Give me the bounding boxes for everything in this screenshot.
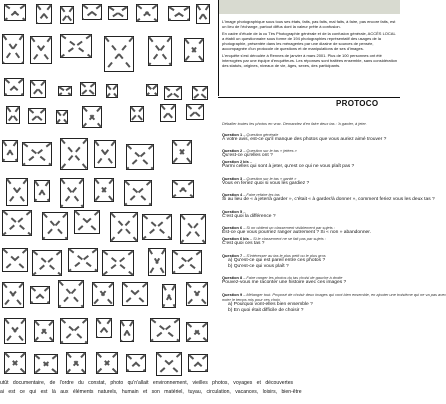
photo-placeholder [4, 4, 26, 21]
photo-placeholder [130, 106, 144, 122]
photo-placeholder [108, 6, 128, 20]
photo-placeholder [136, 4, 158, 22]
question-3-text: Vous en feriez quoi si vous les gardiez ? [222, 180, 310, 186]
question-label: Question 3 [222, 175, 243, 181]
photo-placeholder [146, 84, 158, 96]
question-label: Question 6 [222, 225, 243, 230]
photo-placeholder [186, 282, 208, 306]
photo-placeholder [60, 178, 84, 208]
question-7-a: a) Qu'est-ce qui est pareil entre ces photos ? [228, 257, 326, 263]
question-label: Question 6 bis [222, 236, 249, 241]
question-label: Question 8 [222, 275, 243, 280]
photo-placeholder [180, 214, 206, 244]
question-9-note: noter le temps mis pour ces choix [222, 296, 280, 302]
photo-placeholder [122, 282, 148, 306]
photo-placeholder [34, 354, 58, 374]
photo-placeholder [4, 78, 24, 96]
question-label: Question 4 [222, 192, 243, 197]
photo-placeholder [58, 280, 84, 308]
photo-placeholder [172, 140, 192, 164]
intro-paragraph-1: L'image photographique sous tous ses états, faits, pas faits, mal faits, à faire, pas encore faits, est un lieu de l'échange, partout diffus dont la valeur prête à confusion. [222, 19, 396, 29]
section-rule [218, 97, 400, 98]
photo-placeholder [4, 318, 26, 344]
question-note: – [242, 208, 246, 214]
photo-placeholder [124, 180, 152, 206]
question-note: – Si le classement ne se fait pas par sujets : [248, 236, 326, 241]
photo-placeholder [82, 106, 102, 128]
photo-placeholder [120, 320, 134, 342]
photo-placeholder [184, 38, 204, 62]
protocol-heading: PROTOCO [336, 99, 379, 108]
photo-placeholder [186, 104, 204, 120]
photo-placeholder [162, 284, 176, 308]
photo-placeholder [30, 80, 46, 98]
question-1-text: À votre avis, est-ce qu'il manque des photos que vous auriez aimé trouver ? [222, 136, 387, 142]
photo-placeholder [148, 36, 172, 66]
photo-placeholder [2, 34, 24, 64]
instructions: Déballer toutes les photos en vrac. Demandez d'en faire deux tas : 'à garder, à jeter. [222, 121, 367, 126]
category-line-1: utût documentaire, de l'ordre du constat, photo qu'n'allait environnement, vieilles photos, voyages et découvertes [0, 380, 294, 386]
question-note: – Faire refaire les tas [242, 192, 280, 197]
question-9-a: a) Pourquoi vont-elles bien ensemble ? [228, 301, 313, 307]
question-note: – Si on obtient un classement visiblement par sujets : [242, 225, 335, 230]
photo-placeholder [60, 34, 92, 58]
photo-placeholder [96, 318, 112, 338]
intro-paragraph-2: En cadre d'étude de la cu Tès Photographie générale et de la confusion générale, ACCÈS LOCAL a établi un questionnaire sous forme de 194 photographies représentatif des usages de la photographie, présentée dans les ménageries par une dizaine de sources de pensée, accompagnée d'un protocole de questions et de manipulations de ses d'images. [222, 31, 396, 51]
column-divider [218, 0, 219, 96]
question-2-text: Qu'est-ce qu'elles ont ? [222, 153, 273, 158]
photo-placeholder [28, 108, 46, 124]
photo-placeholder [60, 318, 88, 344]
photo-placeholder [30, 286, 50, 304]
photo-placeholder [2, 282, 24, 308]
question-6b-text: C'est quoi ces tas ? [222, 241, 265, 246]
photo-placeholder [2, 248, 28, 272]
photo-placeholder [42, 212, 68, 240]
photo-placeholder [6, 178, 28, 206]
photo-placeholder [106, 84, 118, 98]
question-label: Question 5 [222, 208, 243, 214]
photo-placeholder [66, 352, 86, 374]
photo-placeholder [156, 352, 182, 376]
question-9-header [222, 291, 446, 297]
photo-placeholder [68, 248, 98, 272]
photo-placeholder [172, 250, 202, 274]
question-label: Question 2 [222, 148, 243, 153]
question-4-text: Si au lieu de « à jeter/à garder », c'était « à garder/à donner », comment feriez vous les deux tas ? [222, 197, 435, 202]
photo-placeholder [32, 250, 62, 276]
photo-placeholder [34, 180, 50, 202]
question-8-text: Pouvez-vous me raconter une histoire avec ces images ? [222, 280, 347, 285]
questionnaire [222, 121, 446, 314]
photo-placeholder [172, 180, 194, 198]
photo-placeholder [192, 86, 208, 100]
question-2b-text: Parmi celles qui sont à jeter, qu'est ce qui ne vous plaît pas ? [222, 164, 355, 169]
photo-placeholder [160, 104, 176, 122]
question-note: – Question générale [242, 131, 279, 137]
question-note: – [248, 159, 253, 164]
photo-placeholder [196, 4, 210, 24]
photo-thumbnail-grid [0, 0, 214, 404]
category-strip [0, 379, 400, 396]
question-note: – Mélanger tout. Proposé de choisir deux images qui vont bien ensemble, en ajouter une troisième qui ne va pas avec [242, 291, 446, 297]
photo-placeholder [94, 178, 114, 202]
photo-placeholder [94, 140, 116, 168]
photo-placeholder [74, 210, 100, 234]
photo-placeholder [92, 282, 114, 306]
question-5-text: C'est quoi la différence ? [222, 213, 276, 219]
photo-placeholder [4, 352, 26, 374]
question-label: Question 1 [222, 131, 243, 137]
photo-placeholder [2, 140, 18, 162]
intro-paragraph-3: L'enquête s'est déroulée à Rennes de janvier à mars 2001. Plus de 100 personnes ont été interrogées par une équipe d'enquêteurs. Les réponses sont traitées ensemble, sans considération des statuts, origines, niveaux de vie, âges, sexes, des participants. [222, 53, 398, 68]
photo-placeholder [150, 318, 180, 342]
photo-placeholder [60, 6, 74, 24]
intro-text [222, 20, 398, 71]
photo-placeholder [56, 110, 68, 124]
question-note: – S'intéresser au tas le plus petit ou le plus gros [242, 252, 326, 258]
question-9-b: b) En quoi était difficile de choisir ? [228, 307, 304, 313]
photo-placeholder [60, 138, 88, 170]
photo-placeholder [168, 6, 190, 21]
photo-placeholder [30, 36, 52, 64]
photo-placeholder [186, 322, 208, 342]
photo-placeholder [22, 142, 52, 166]
category-line-2: ai est ce qui est là aux éléments naturels, humain et son matériel, tuyau, circulation, vacances, loisirs, bien-être [0, 388, 302, 395]
photo-placeholder [6, 106, 20, 124]
photo-placeholder [148, 248, 166, 276]
question-note: – Question sur le tas « gardé » [242, 175, 297, 181]
photo-placeholder [36, 4, 52, 24]
photo-placeholder [80, 82, 96, 96]
photo-placeholder [104, 36, 134, 72]
question-6-text: Est-ce que vous pourriez ranger autrement ? Si « non » abandonner. [222, 230, 371, 235]
header-band [218, 0, 400, 14]
photo-placeholder [164, 86, 182, 100]
photo-placeholder [34, 320, 54, 342]
photo-placeholder [142, 214, 172, 240]
photo-placeholder [82, 4, 102, 20]
photo-placeholder [2, 210, 32, 236]
question-label: Question 9 [222, 291, 243, 297]
question-note: – Faire ranger les photos du tas choisi de gauche à droite [242, 275, 343, 280]
photo-placeholder [188, 354, 208, 372]
photo-placeholder [126, 354, 146, 372]
photo-placeholder [102, 250, 134, 276]
question-note: – Question sur le tas « jetées » [242, 148, 297, 153]
photo-placeholder [110, 212, 138, 242]
question-label: Question 7 [222, 252, 243, 258]
photo-placeholder [126, 144, 154, 170]
question-7-b: b) Qu'est-ce qui vous plaît ? [228, 263, 289, 269]
photo-placeholder [96, 352, 118, 374]
question-label: Question 2 bis [222, 159, 249, 164]
photo-placeholder [58, 86, 72, 96]
